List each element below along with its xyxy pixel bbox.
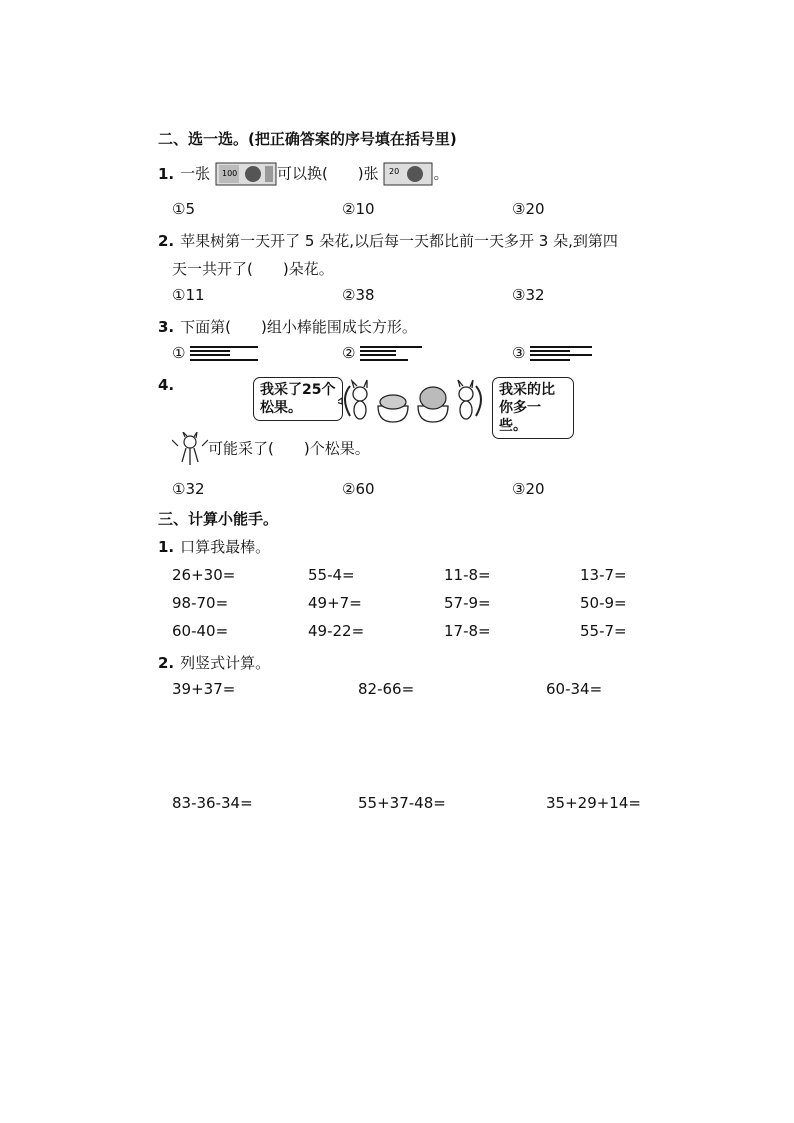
section2-instruction: (把正确答案的序号填在括号里) — [248, 130, 457, 148]
option-2[interactable] — [342, 344, 422, 363]
option-2[interactable]: ②10 — [342, 200, 375, 218]
option-1[interactable] — [172, 344, 258, 363]
sticks-group-1-icon — [190, 345, 258, 363]
option-label: ② — [342, 344, 356, 362]
section3-question-2 — [158, 652, 270, 673]
section3-title: 三、计算小能手。 — [158, 510, 279, 528]
vertical-calc-item: 83-36-34= — [172, 794, 253, 812]
calc-item: 49+7= — [308, 594, 362, 612]
sticks-group-2-icon — [360, 345, 422, 363]
section2-title: 二、选一选。 — [158, 130, 249, 148]
question-text: 口算我最棒。 — [180, 538, 271, 556]
question-text: 一张 — [180, 164, 211, 183]
question-text: )张 — [357, 164, 379, 183]
vertical-calc-item: 55+37-48= — [358, 794, 446, 812]
calc-item: 13-7= — [580, 566, 627, 584]
option-label: ① — [172, 344, 186, 362]
calc-item: 26+30= — [172, 566, 236, 584]
option-2[interactable]: ②38 — [342, 286, 375, 304]
bill-value: 100 — [221, 169, 238, 178]
option-label: ③ — [512, 344, 526, 362]
calc-item: 60-40= — [172, 622, 229, 640]
bill-value: 20 — [389, 167, 400, 176]
sticks-group-3-icon — [530, 345, 592, 363]
question-number: 2. — [158, 232, 175, 250]
squirrels-baskets-icon — [338, 378, 488, 424]
banknote-100-icon — [215, 162, 277, 186]
speech-bubble-right: 我采的比你多一些。 — [492, 377, 574, 439]
calc-item: 55-7= — [580, 622, 627, 640]
question-number: 2. — [158, 654, 175, 672]
question-4-line2 — [172, 432, 370, 466]
question-text: 。 — [433, 164, 449, 183]
option-1[interactable]: ①5 — [172, 200, 195, 218]
question-number: 1. — [158, 164, 175, 183]
question-2 — [158, 230, 618, 251]
calc-item: 98-70= — [172, 594, 229, 612]
calc-item: 55-4= — [308, 566, 355, 584]
question-number: 1. — [158, 538, 175, 556]
question-1 — [158, 162, 448, 186]
question-text: 苹果树第一天开了 5 朵花,以后每一天都比前一天多开 3 朵,到第四 — [180, 232, 618, 250]
section2-heading — [158, 128, 457, 149]
vertical-calc-item: 35+29+14= — [546, 794, 641, 812]
question-text: 下面第( — [180, 318, 231, 336]
calc-item: 49-22= — [308, 622, 365, 640]
question-number: 3. — [158, 318, 175, 336]
question-text: )个松果。 — [303, 439, 370, 458]
calc-item: 17-8= — [444, 622, 491, 640]
banknote-20-icon — [383, 162, 433, 186]
option-2[interactable]: ②60 — [342, 480, 375, 498]
section3-question-1 — [158, 536, 270, 557]
question-text: )朵花。 — [282, 260, 334, 278]
question-text: 可能采了( — [208, 439, 274, 458]
option-3[interactable] — [512, 344, 592, 363]
question-4 — [158, 376, 180, 394]
calc-item: 57-9= — [444, 594, 491, 612]
vertical-calc-item: 60-34= — [546, 680, 603, 698]
vertical-calc-item: 82-66= — [358, 680, 415, 698]
option-1[interactable]: ①32 — [172, 480, 205, 498]
option-1[interactable]: ①11 — [172, 286, 205, 304]
question-text: )组小棒能围成长方形。 — [261, 318, 417, 336]
question-text: 天一共开了( — [172, 260, 253, 278]
question-text: 列竖式计算。 — [180, 654, 271, 672]
calc-item: 50-9= — [580, 594, 627, 612]
option-3[interactable]: ③20 — [512, 480, 545, 498]
option-3[interactable]: ③32 — [512, 286, 545, 304]
question-number: 4. — [158, 376, 175, 394]
squirrel-icon — [172, 432, 208, 466]
question-3 — [158, 316, 417, 337]
option-3[interactable]: ③20 — [512, 200, 545, 218]
question-2-line2 — [172, 258, 334, 279]
question-text: 可以换( — [276, 164, 328, 183]
speech-bubble-left: 我采了25个松果。 — [253, 377, 343, 421]
vertical-calc-item: 39+37= — [172, 680, 236, 698]
calc-item: 11-8= — [444, 566, 491, 584]
